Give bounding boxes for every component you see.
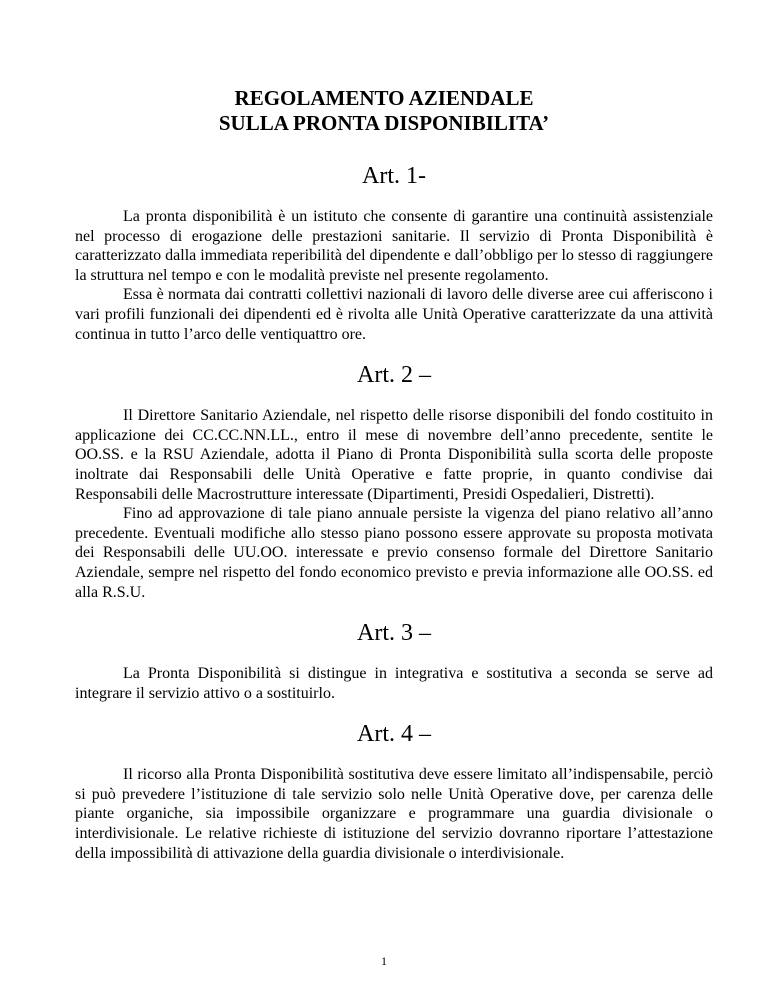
article-1-paragraph-2: Essa è normata dai contratti collettivi nazionali di lavoro delle diverse aree cui afferiscono i vari profili funzionali dei dipendenti ed è rivolta alle Unità Operative caratterizzate da una attività continua in tutto l’arco delle ventiquattro ore. (75, 286, 713, 343)
article-4 (75, 720, 713, 863)
page-number: 1 (381, 954, 387, 968)
article-4-heading: Art. 4 – (357, 721, 431, 748)
title-line-2: SULLA PRONTA DISPONIBILITA’ (218, 111, 550, 135)
article-1 (75, 162, 713, 344)
title-line-1: REGOLAMENTO AZIENDALE (234, 86, 534, 110)
article-2-heading: Art. 2 – (357, 362, 431, 389)
article-4-paragraph-1: Il ricorso alla Pronta Disponibilità sostitutiva deve essere limitato all’indispensabile, perciò si può prevedere l’istituzione di tale servizio solo nelle Unità Operative dove, per carenza delle piante organiche, sia impossibile organizzare e programmare una guardia divisionale o interdivisionale. Le relative richieste di istituzione del servizio dovranno riportare l’attestazione della impossibilità di attivazione della guardia divisionale o interdivisionale. (75, 766, 713, 862)
article-1-paragraph-1: La pronta disponibilità è un istituto che consente di garantire una continuità assistenziale nel processo di erogazione delle prestazioni sanitarie. Il servizio di Pronta Disponibilità è caratterizzato dalla immediata reperibilità del dipendente e dall’obbligo per lo stesso di raggiungere la struttura nel tempo e con le modalità previste nel presente regolamento. (75, 208, 713, 284)
article-2 (75, 361, 713, 602)
article-3-paragraph-1: La Pronta Disponibilità si distingue in integrativa e sostitutiva a seconda se serve ad integrare il servizio attivo o a sostituirlo. (75, 665, 713, 702)
article-3 (75, 619, 713, 703)
article-1-heading: Art. 1- (362, 163, 426, 189)
article-2-paragraph-2: Fino ad approvazione di tale piano annuale persiste la vigenza del piano relativo all’anno precedente. Eventuali modifiche allo stesso piano possono essere approvate su proposta motivata dei Responsabili delle UU.OO. interessate e previo consenso formale del Direttore Sanitario Aziendale, sempre nel rispetto del fondo economico previsto e previa informazione alle OO.SS. ed alla R.S.U. (75, 505, 713, 601)
document-title (0, 86, 768, 136)
article-2-paragraph-1: Il Direttore Sanitario Aziendale, nel rispetto delle risorse disponibili del fondo costituito in applicazione dei CC.CC.NN.LL., entro il mese di novembre dell’anno precedente, sentite le OO.SS. e la RSU Aziendale, adotta il Piano di Pronta Disponibilità sulla scorta delle proposte inoltrate dai Responsabili delle Unità Operative e fatte proprie, in quanto condivise dai Responsabili delle Macrostrutture interessate (Dipartimenti, Presidi Ospedalieri, Distretti). (75, 407, 713, 503)
article-3-heading: Art. 3 – (357, 620, 431, 647)
